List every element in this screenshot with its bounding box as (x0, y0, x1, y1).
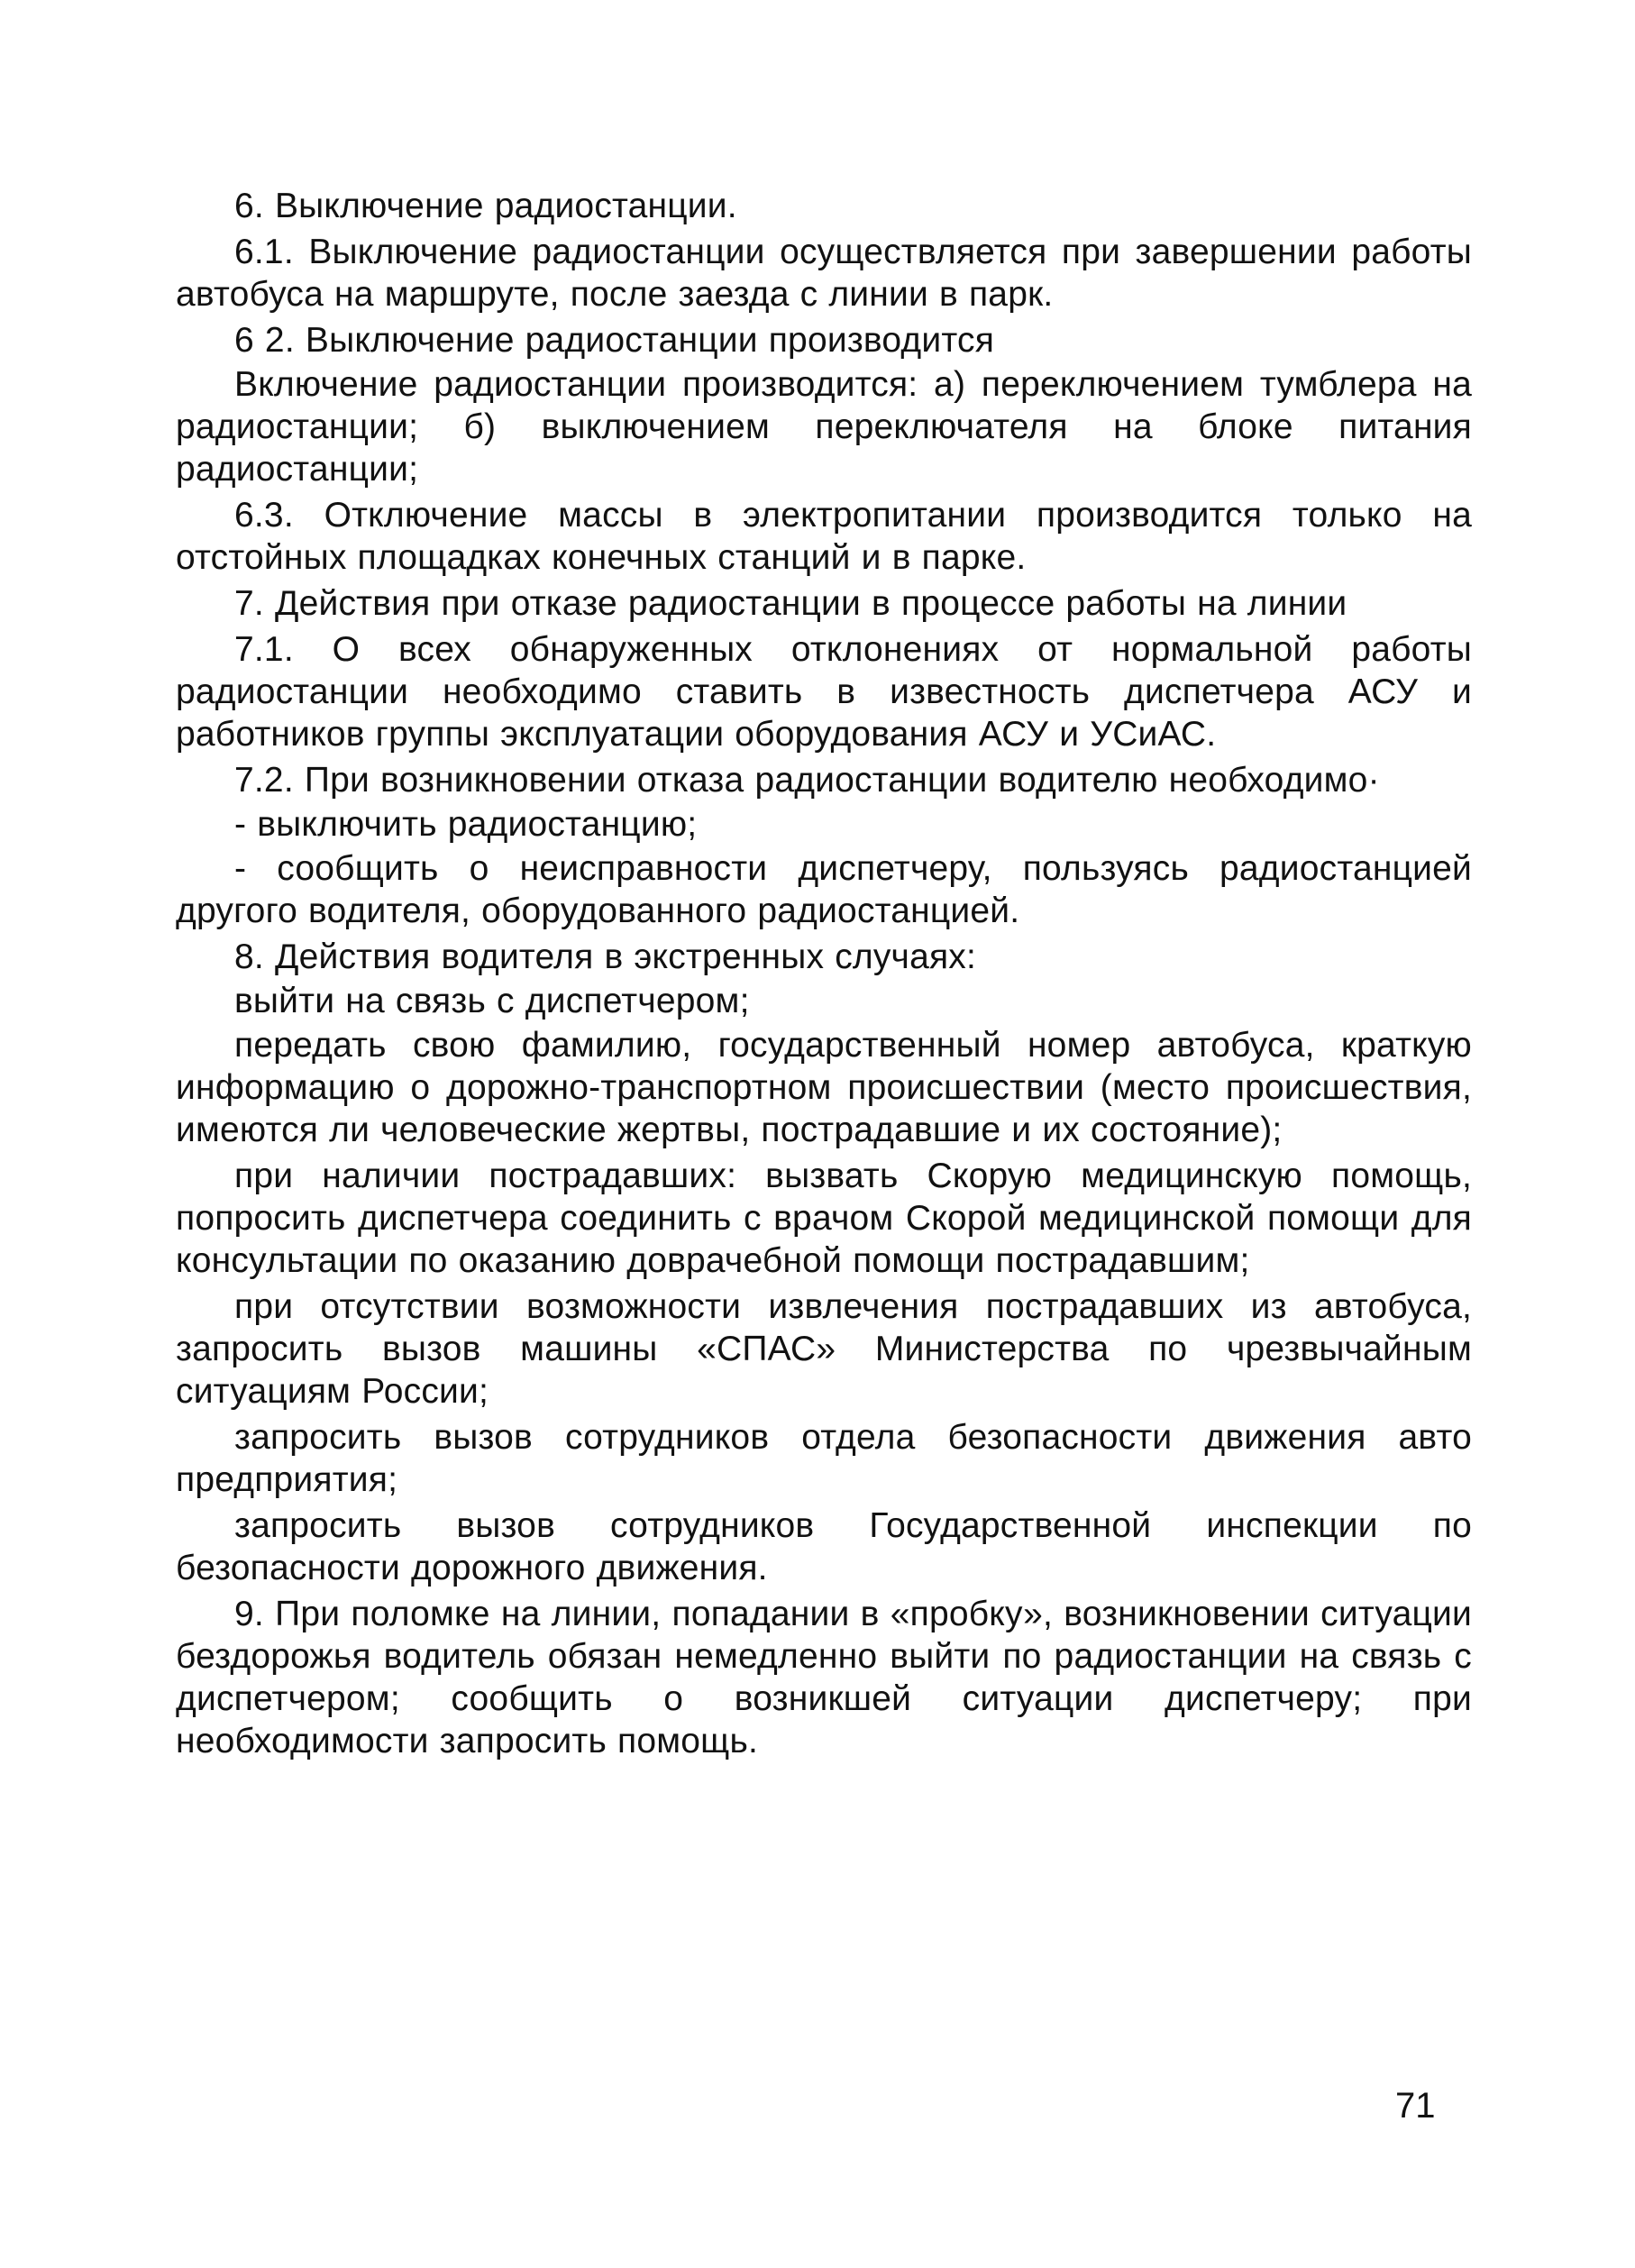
list-item-contact-dispatcher: выйти на связь с диспетчером; (234, 982, 750, 1020)
paragraph-6-2: 6 2. Выключение радиостанции производится (234, 321, 995, 360)
paragraph-6-3: 6.3. Отключение массы в электропитании производится только на отстойных площадках конечных станций и в парке. (176, 496, 1472, 577)
paragraph-section-7-title: 7. Действия при отказе радиостанции в процессе работы на линии (234, 584, 1347, 623)
list-item-call-ambulance: при наличии пострадавших: вызвать Скорую медицинскую помощь, попросить диспетчера соединить с врачом Скорой медицинской помощи для консультации по оказанию доврачебной помощи пострадавшим; (176, 1157, 1472, 1280)
paragraph-section-9: 9. При поломке на линии, попадании в «пробку», возникновении ситуации бездорожья водитель обязан немедленно выйти по радиостанции на связь с диспетчером; сообщить о возникшей ситуации диспетчеру; при необходимости запросить помощь. (176, 1595, 1472, 1760)
paragraph-radio-power-on: Включение радиостанции производится: а) переключением тумблера на радиостанции; б) выключением переключателя на блоке питания радиостанции; (176, 365, 1472, 489)
list-item-report-fault: - сообщить о неисправности диспетчеру, пользуясь радиостанцией другого водителя, оборудованного радиостанцией. (176, 849, 1472, 930)
body-text (176, 185, 1472, 1766)
list-item-call-rescue: при отсутствии возможности извлечения пострадавших из автобуса, запросить вызов машины «СПАС» Министерства по чрезвычайным ситуациям России; (176, 1287, 1472, 1411)
paragraph-section-8-title: 8. Действия водителя в экстренных случаях: (234, 937, 977, 976)
paragraph-7-1: 7.1. О всех обнаруженных отклонениях от нормальной работы радиостанции необходимо ставить в известность диспетчера АСУ и работников группы эксплуатации оборудования АСУ и УСиАС. (176, 630, 1472, 754)
list-item-report-incident: передать свою фамилию, государственный номер автобуса, краткую информацию о дорожно-транспортном происшествии (место происшествия, имеются ли человеческие жертвы, пострадавшие и их состояние); (176, 1026, 1472, 1149)
list-item-switch-off-radio: - выключить радиостанцию; (234, 805, 698, 844)
paragraph-7-2: 7.2. При возникновении отказа радиостанции водителю необходимо· (234, 761, 1380, 800)
paragraph-6-1: 6.1. Выключение радиостанции осуществляется при завершении работы автобуса на маршруте, после заезда с линии в парк. (176, 233, 1472, 314)
list-item-call-traffic-police: запросить вызов сотрудников Государственной инспекции по безопасности дорожного движения. (176, 1506, 1472, 1587)
list-item-call-safety-department: запросить вызов сотрудников отдела безопасности движения авто предприятия; (176, 1418, 1472, 1499)
page-number: 71 (1395, 2086, 1436, 2126)
paragraph-section-6-title: 6. Выключение радиостанции. (234, 187, 737, 225)
